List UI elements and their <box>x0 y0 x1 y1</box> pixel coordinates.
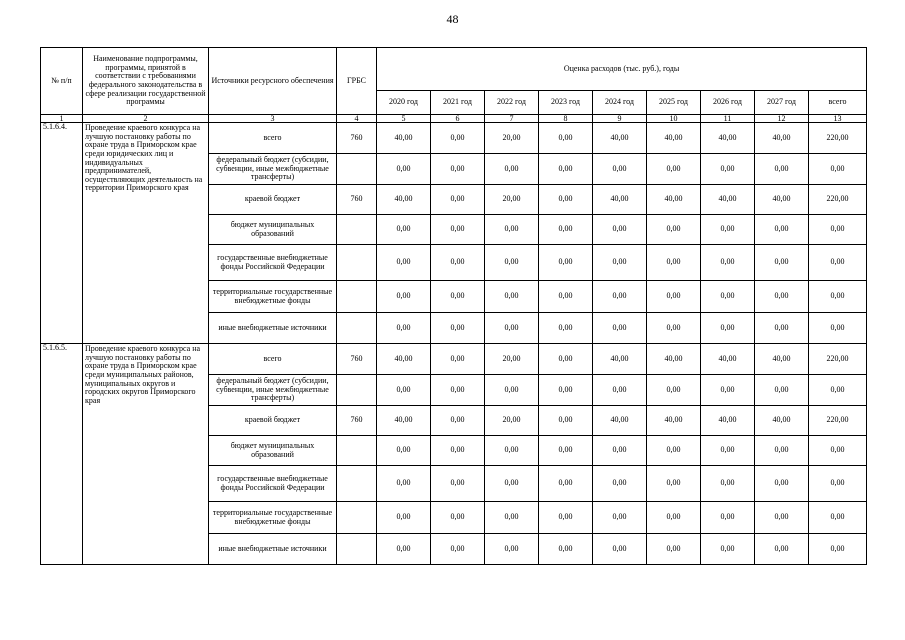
total-value: 220,00 <box>809 406 867 436</box>
year-value: 40,00 <box>755 406 809 436</box>
year-value: 0,00 <box>539 406 593 436</box>
year-value: 0,00 <box>647 436 701 466</box>
year-value: 0,00 <box>539 436 593 466</box>
year-value: 40,00 <box>647 406 701 436</box>
header-year: 2022 год <box>485 91 539 115</box>
year-value: 0,00 <box>377 281 431 313</box>
year-value: 40,00 <box>647 185 701 215</box>
year-value: 0,00 <box>377 313 431 344</box>
year-value: 0,00 <box>647 245 701 281</box>
year-value: 0,00 <box>377 466 431 502</box>
year-value: 0,00 <box>485 245 539 281</box>
table-row <box>41 344 867 375</box>
page-number: 48 <box>446 12 459 26</box>
year-value: 40,00 <box>593 344 647 375</box>
year-value: 0,00 <box>593 466 647 502</box>
year-value: 0,00 <box>431 406 485 436</box>
funding-source: федеральный бюджет (субсидии, субвенции, иные межбюджетные трансферты) <box>209 154 337 185</box>
year-value: 0,00 <box>647 534 701 565</box>
year-value: 0,00 <box>377 502 431 534</box>
year-value: 0,00 <box>593 436 647 466</box>
year-value: 0,00 <box>377 245 431 281</box>
header-year-total: всего <box>809 91 867 115</box>
year-value: 0,00 <box>485 436 539 466</box>
funding-source: территориальные государственные внебюджетные фонды <box>209 502 337 534</box>
table-header <box>41 48 867 123</box>
year-value: 0,00 <box>539 534 593 565</box>
grbs-code: 760 <box>337 185 377 215</box>
total-value: 0,00 <box>809 534 867 565</box>
header-year: 2023 год <box>539 91 593 115</box>
year-value: 0,00 <box>701 466 755 502</box>
grbs-code: 760 <box>337 344 377 375</box>
year-value: 0,00 <box>755 215 809 245</box>
year-value: 0,00 <box>485 215 539 245</box>
header-year: 2020 год <box>377 91 431 115</box>
funding-source: краевой бюджет <box>209 185 337 215</box>
year-value: 0,00 <box>701 215 755 245</box>
year-value: 40,00 <box>377 406 431 436</box>
total-value: 220,00 <box>809 344 867 375</box>
year-value: 0,00 <box>593 154 647 185</box>
year-value: 0,00 <box>485 154 539 185</box>
year-value: 0,00 <box>755 502 809 534</box>
funding-source: бюджет муниципальных образований <box>209 436 337 466</box>
year-value: 40,00 <box>593 123 647 154</box>
year-value: 0,00 <box>593 281 647 313</box>
grbs-code <box>337 375 377 406</box>
funding-source: иные внебюджетные источники <box>209 534 337 565</box>
year-value: 0,00 <box>755 245 809 281</box>
column-number: 10 <box>647 115 701 123</box>
program-block <box>41 123 867 344</box>
grbs-code: 760 <box>337 406 377 436</box>
total-value: 0,00 <box>809 215 867 245</box>
year-value: 0,00 <box>539 245 593 281</box>
grbs-code <box>337 534 377 565</box>
year-value: 0,00 <box>755 281 809 313</box>
year-value: 40,00 <box>647 123 701 154</box>
total-value: 0,00 <box>809 154 867 185</box>
year-value: 20,00 <box>485 185 539 215</box>
year-value: 0,00 <box>431 185 485 215</box>
item-name: Проведение краевого конкурса на лучшую постановку работы по охране труда в Приморском крае среди муниципальных районов, муниципальных округов и городских округов Приморского края <box>83 344 209 565</box>
year-value: 40,00 <box>755 185 809 215</box>
year-value: 0,00 <box>377 375 431 406</box>
grbs-code <box>337 281 377 313</box>
year-value: 0,00 <box>431 245 485 281</box>
year-value: 40,00 <box>377 123 431 154</box>
grbs-code <box>337 245 377 281</box>
year-value: 0,00 <box>431 466 485 502</box>
year-value: 0,00 <box>539 281 593 313</box>
year-value: 0,00 <box>431 123 485 154</box>
funding-source: бюджет муниципальных образований <box>209 215 337 245</box>
year-value: 0,00 <box>593 245 647 281</box>
header-year: 2024 год <box>593 91 647 115</box>
year-value: 0,00 <box>431 534 485 565</box>
year-value: 0,00 <box>701 245 755 281</box>
year-value: 0,00 <box>593 375 647 406</box>
year-value: 0,00 <box>755 436 809 466</box>
year-value: 0,00 <box>377 436 431 466</box>
funding-source: всего <box>209 344 337 375</box>
year-value: 0,00 <box>647 375 701 406</box>
year-value: 0,00 <box>755 154 809 185</box>
program-block <box>41 344 867 565</box>
grbs-code <box>337 313 377 344</box>
grbs-code <box>337 436 377 466</box>
year-value: 0,00 <box>539 502 593 534</box>
year-value: 0,00 <box>701 313 755 344</box>
year-value: 40,00 <box>593 406 647 436</box>
column-number: 1 <box>41 115 83 123</box>
column-number: 3 <box>209 115 337 123</box>
funding-source: федеральный бюджет (субсидии, субвенции, иные межбюджетные трансферты) <box>209 375 337 406</box>
header-number: № п/п <box>41 48 83 115</box>
total-value: 0,00 <box>809 313 867 344</box>
header-estimate: Оценка расходов (тыс. руб.), годы <box>377 48 867 91</box>
year-value: 0,00 <box>701 281 755 313</box>
header-year: 2027 год <box>755 91 809 115</box>
total-value: 0,00 <box>809 245 867 281</box>
header-sources: Источники ресурсного обеспечения <box>209 48 337 115</box>
year-value: 0,00 <box>485 466 539 502</box>
grbs-code <box>337 466 377 502</box>
year-value: 0,00 <box>431 313 485 344</box>
year-value: 20,00 <box>485 406 539 436</box>
year-value: 40,00 <box>701 406 755 436</box>
total-value: 0,00 <box>809 466 867 502</box>
year-value: 0,00 <box>377 534 431 565</box>
column-number: 8 <box>539 115 593 123</box>
header-grbs: ГРБС <box>337 48 377 115</box>
column-number: 6 <box>431 115 485 123</box>
year-value: 0,00 <box>647 466 701 502</box>
year-value: 0,00 <box>431 344 485 375</box>
column-number: 5 <box>377 115 431 123</box>
year-value: 40,00 <box>701 185 755 215</box>
header-year: 2026 год <box>701 91 755 115</box>
year-value: 0,00 <box>485 502 539 534</box>
funding-source: территориальные государственные внебюджетные фонды <box>209 281 337 313</box>
year-value: 0,00 <box>755 313 809 344</box>
year-value: 0,00 <box>431 375 485 406</box>
header-year: 2025 год <box>647 91 701 115</box>
column-number: 11 <box>701 115 755 123</box>
year-value: 0,00 <box>755 375 809 406</box>
item-code: 5.1.6.5. <box>41 344 83 565</box>
funding-source: краевой бюджет <box>209 406 337 436</box>
year-value: 0,00 <box>701 534 755 565</box>
year-value: 40,00 <box>377 344 431 375</box>
grbs-code <box>337 502 377 534</box>
year-value: 0,00 <box>485 534 539 565</box>
total-value: 0,00 <box>809 375 867 406</box>
header-year: 2021 год <box>431 91 485 115</box>
year-value: 0,00 <box>431 154 485 185</box>
total-value: 0,00 <box>809 502 867 534</box>
year-value: 0,00 <box>539 313 593 344</box>
grbs-code <box>337 215 377 245</box>
year-value: 0,00 <box>377 154 431 185</box>
item-code: 5.1.6.4. <box>41 123 83 344</box>
funding-source: государственные внебюджетные фонды Российской Федерации <box>209 245 337 281</box>
year-value: 0,00 <box>647 215 701 245</box>
year-value: 0,00 <box>647 313 701 344</box>
year-value: 0,00 <box>593 502 647 534</box>
year-value: 0,00 <box>377 215 431 245</box>
year-value: 0,00 <box>485 281 539 313</box>
year-value: 0,00 <box>593 534 647 565</box>
year-value: 40,00 <box>647 344 701 375</box>
year-value: 0,00 <box>647 502 701 534</box>
year-value: 0,00 <box>431 281 485 313</box>
expense-table <box>40 47 867 565</box>
year-value: 0,00 <box>755 466 809 502</box>
total-value: 220,00 <box>809 123 867 154</box>
table-row <box>41 123 867 154</box>
funding-source: государственные внебюджетные фонды Российской Федерации <box>209 466 337 502</box>
year-value: 20,00 <box>485 344 539 375</box>
year-value: 0,00 <box>539 375 593 406</box>
year-value: 0,00 <box>431 502 485 534</box>
year-value: 40,00 <box>701 344 755 375</box>
header-name: Наименование подпрограммы, программы, принятой в соответствии с требованиями федерального законодательства в сфере реализации государственной программы <box>83 48 209 115</box>
year-value: 0,00 <box>647 281 701 313</box>
column-number: 7 <box>485 115 539 123</box>
year-value: 0,00 <box>539 154 593 185</box>
year-value: 40,00 <box>377 185 431 215</box>
column-number: 2 <box>83 115 209 123</box>
column-number: 4 <box>337 115 377 123</box>
year-value: 0,00 <box>539 466 593 502</box>
column-number-row <box>41 115 867 123</box>
year-value: 20,00 <box>485 123 539 154</box>
year-value: 0,00 <box>431 436 485 466</box>
grbs-code <box>337 154 377 185</box>
year-value: 0,00 <box>431 215 485 245</box>
year-value: 0,00 <box>539 344 593 375</box>
year-value: 0,00 <box>485 375 539 406</box>
year-value: 0,00 <box>701 154 755 185</box>
year-value: 40,00 <box>755 344 809 375</box>
total-value: 220,00 <box>809 185 867 215</box>
year-value: 0,00 <box>539 123 593 154</box>
column-number: 12 <box>755 115 809 123</box>
total-value: 0,00 <box>809 436 867 466</box>
year-value: 0,00 <box>593 215 647 245</box>
year-value: 40,00 <box>593 185 647 215</box>
year-value: 0,00 <box>539 215 593 245</box>
year-value: 40,00 <box>755 123 809 154</box>
year-value: 40,00 <box>701 123 755 154</box>
column-number: 13 <box>809 115 867 123</box>
year-value: 0,00 <box>485 313 539 344</box>
year-value: 0,00 <box>647 154 701 185</box>
year-value: 0,00 <box>701 375 755 406</box>
year-value: 0,00 <box>755 534 809 565</box>
year-value: 0,00 <box>701 502 755 534</box>
year-value: 0,00 <box>539 185 593 215</box>
total-value: 0,00 <box>809 281 867 313</box>
year-value: 0,00 <box>701 436 755 466</box>
funding-source: иные внебюджетные источники <box>209 313 337 344</box>
grbs-code: 760 <box>337 123 377 154</box>
funding-source: всего <box>209 123 337 154</box>
column-number: 9 <box>593 115 647 123</box>
year-value: 0,00 <box>593 313 647 344</box>
item-name: Проведение краевого конкурса на лучшую постановку работы по охране труда в Приморском крае среди юридических лиц и индивидуальных предпринимателей, осуществляющих деятельность на территории Приморского края <box>83 123 209 344</box>
